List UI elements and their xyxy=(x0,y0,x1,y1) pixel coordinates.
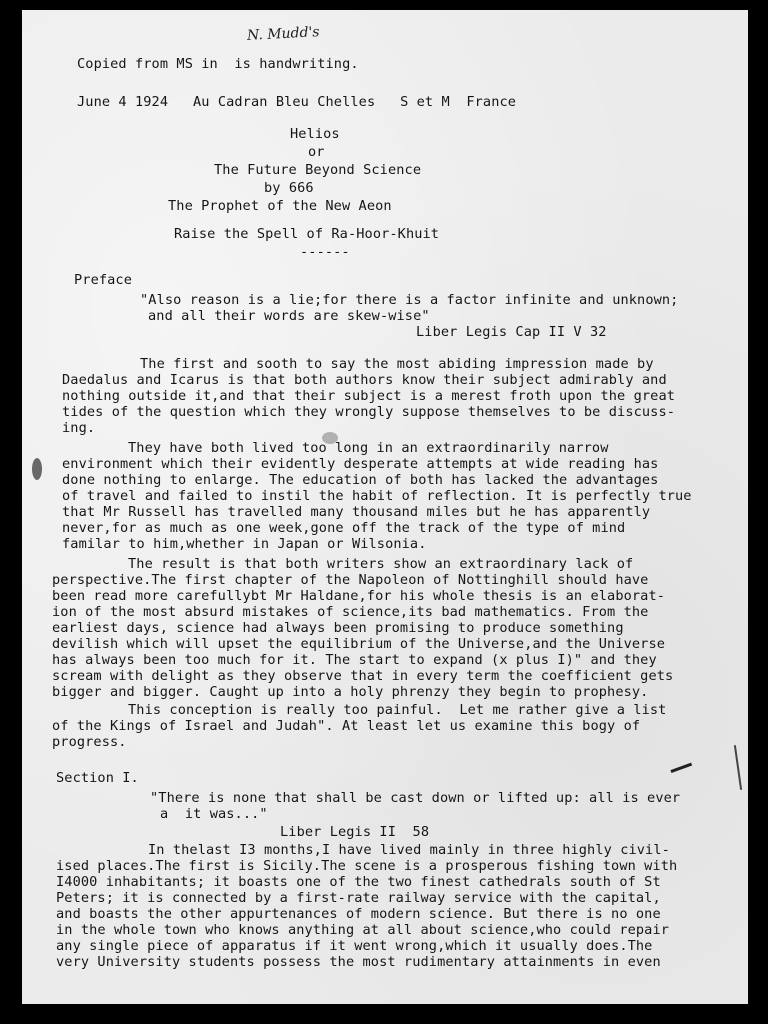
preface-para2-line-5: that Mr Russell has travelled many thousand miles but he has apparently xyxy=(62,504,651,520)
margin-stroke xyxy=(734,745,742,790)
section-1-line-7: any single piece of apparatus if it went wrong,which it usually does.The xyxy=(56,938,653,954)
preface-para3-line-3: been read more carefullybt Mr Haldane,for his whole thesis is an elaborat- xyxy=(52,588,666,604)
section-1-line-8: very University students possess the most rudimentary attainments in even xyxy=(56,954,661,970)
dateline: June 4 1924 Au Cadran Bleu Chelles S et M France xyxy=(77,94,517,110)
preface-para4-line-3: progress. xyxy=(52,734,127,750)
section-1-line-2: ised places.The first is Sicily.The scene is a prosperous fishing town with xyxy=(56,858,678,874)
title-or: or xyxy=(308,144,325,160)
preface-para3-line-5: earliest days, science had always been promising to produce something xyxy=(52,620,624,636)
preface-epigraph-line-2: and all their words are skew-wise" xyxy=(148,308,430,324)
preface-para3-line-7: has always been too much for it. The start to expand (x plus I)" and they xyxy=(52,652,657,668)
preface-para4-line-2: of the Kings of Israel and Judah". At least let us examine this bogy of xyxy=(52,718,641,734)
section-1-line-3: I4000 inhabitants; it boasts one of the two finest cathedrals south of St xyxy=(56,874,661,890)
preface-para3-line-9: bigger and bigger. Caught up into a holy phrenzy they begin to prophesy. xyxy=(52,684,649,700)
author-line: by 666 xyxy=(264,180,314,196)
prophet-line: The Prophet of the New Aeon xyxy=(168,198,392,214)
preface-para3-line-8: scream with delight as they observe that in every term the coefficient gets xyxy=(52,668,674,684)
preface-citation: Liber Legis Cap II V 32 xyxy=(416,324,607,340)
preface-para1-line-3: nothing outside it,and that their subject is a merest froth upon the great xyxy=(62,388,676,404)
preface-para2-line-2: environment which their evidently desperate attempts at wide reading has xyxy=(62,456,659,472)
preface-para3-line-6: devilish which will upset the equilibrium of the Universe,and the Universe xyxy=(52,636,666,652)
preface-para2-line-1: They have both lived too long in an extraordinarily narrow xyxy=(128,440,609,456)
preface-para3-line-4: ion of the most absurd mistakes of science,its bad mathematics. From the xyxy=(52,604,649,620)
section-1-heading: Section I. xyxy=(56,770,139,786)
section-1-line-1: In thelast I3 months,I have lived mainly in three highly civil- xyxy=(148,842,670,858)
preface-para2-line-6: never,for as much as one week,gone off the track of the type of mind xyxy=(62,520,626,536)
section-1-epigraph-line-1: "There is none that shall be cast down or lifted up: all is ever xyxy=(150,790,681,806)
title-rule: ------ xyxy=(300,244,350,260)
section-1-line-4: Peters; it is connected by a first-rate railway service with the capital, xyxy=(56,890,661,906)
preface-para2-line-7: familar to him,whether in Japan or Wilsonia. xyxy=(62,536,427,552)
stain-mark xyxy=(322,432,338,444)
preface-para1-line-4: tides of the question which they wrongly suppose themselves to be discuss- xyxy=(62,404,676,420)
section-1-citation: Liber Legis II 58 xyxy=(280,824,430,840)
preface-para2-line-3: done nothing to enlarge. The education of both has lacked the advantages xyxy=(62,472,659,488)
document-title: Helios xyxy=(290,126,340,142)
preface-para1-line-1: The first and sooth to say the most abiding impression made by xyxy=(140,356,654,372)
copied-note: Copied from MS in is handwriting. xyxy=(77,56,359,72)
ink-smudge xyxy=(32,458,42,480)
preface-para2-line-4: of travel and failed to instil the habit of reflection. It is perfectly true xyxy=(62,488,692,504)
document-subtitle: The Future Beyond Science xyxy=(214,162,422,178)
section-1-epigraph-line-2: a it was..." xyxy=(160,806,268,822)
preface-para4-line-1: This conception is really too painful. Let me rather give a list xyxy=(128,702,667,718)
handwritten-annotation: N. Mudd's xyxy=(246,24,320,44)
section-1-line-6: in the whole town who knows anything at all about science,who could repair xyxy=(56,922,670,938)
pencil-tick-mark xyxy=(670,763,695,783)
preface-heading: Preface xyxy=(74,272,132,288)
spell-line: Raise the Spell of Ra-Hoor-Khuit xyxy=(174,226,440,242)
typescript-page xyxy=(22,10,748,1004)
preface-para1-line-5: ing. xyxy=(62,420,96,436)
preface-para3-line-2: perspective.The first chapter of the Napoleon of Nottinghill should have xyxy=(52,572,649,588)
preface-para3-line-1: The result is that both writers show an extraordinary lack of xyxy=(128,556,634,572)
preface-para1-line-2: Daedalus and Icarus is that both authors know their subject admirably and xyxy=(62,372,667,388)
section-1-line-5: and boasts the other appurtenances of modern science. But there is no one xyxy=(56,906,661,922)
preface-epigraph-line-1: "Also reason is a lie;for there is a factor infinite and unknown; xyxy=(140,292,679,308)
